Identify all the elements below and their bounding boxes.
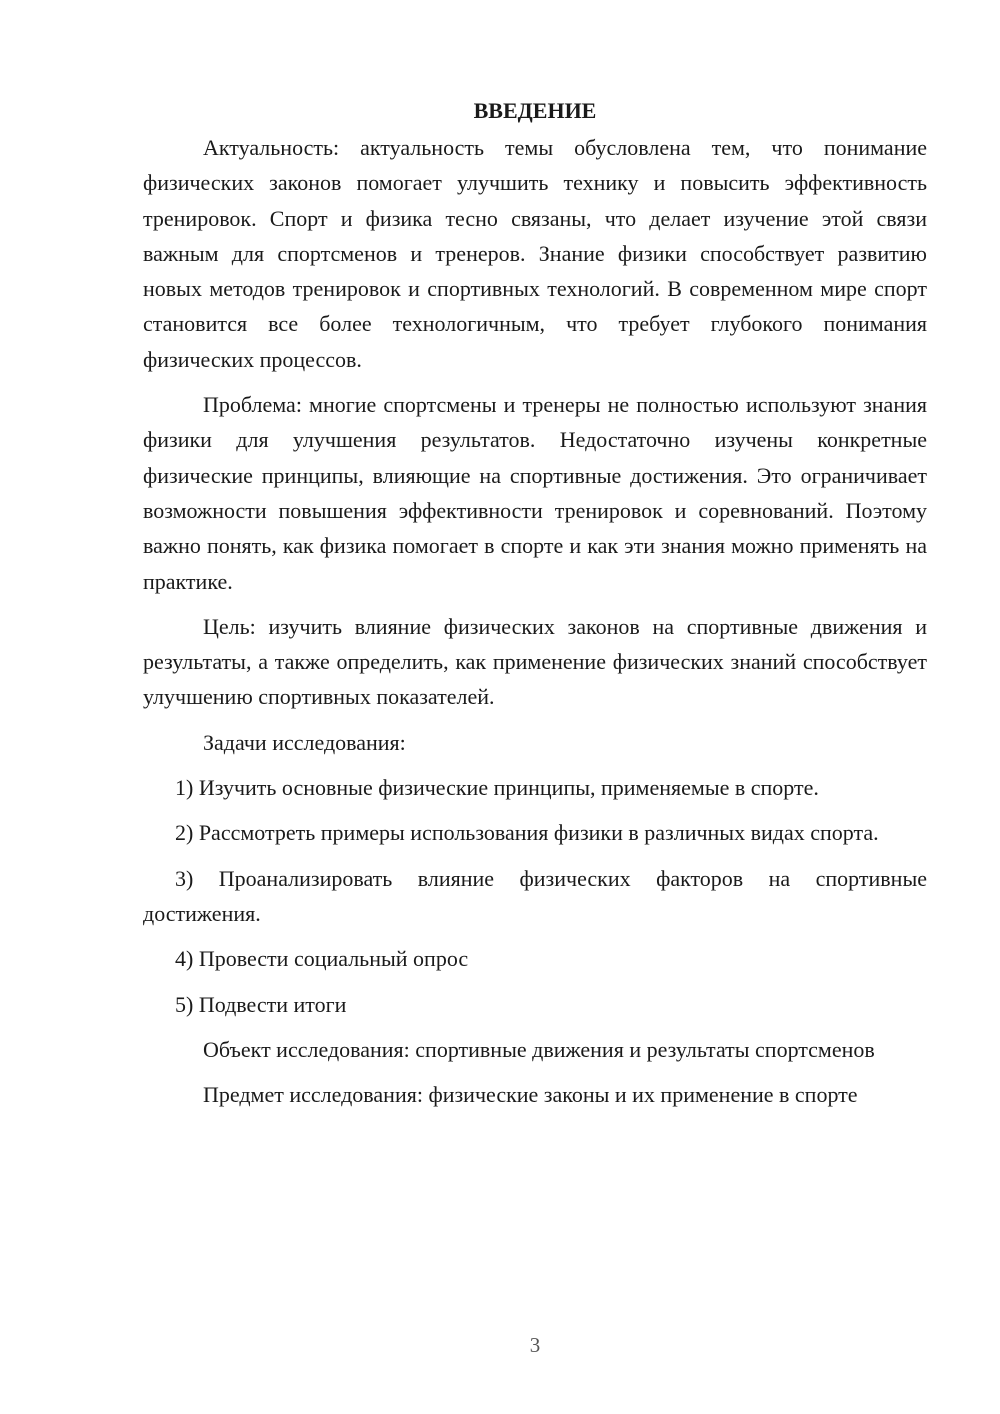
goal-paragraph: Цель: изучить влияние физических законов на спортивные движения и результаты, а также определить, как применение физических знаний способствует улучшению спортивных показателей. — [143, 613, 927, 710]
page-number: 3 — [529, 1333, 541, 1357]
task-item-2: 2) Рассмотреть примеры использования физики в различных видах спорта. — [175, 820, 879, 846]
object-paragraph: Объект исследования: спортивные движения и результаты спортсменов — [203, 1036, 875, 1062]
relevance-paragraph: Актуальность: актуальность темы обусловлена тем, что понимание физических законов помогает улучшить технику и повысить эффективность тренировок. Спорт и физика тесно связаны, что делает изучение этой связи важным для спортсменов и тренеров. Знание физики способствует развитию новых методов тренировок и спортивных технологий. В современном мире спорт становится все более технологичным, что требует глубокого понимания физических процессов. — [143, 135, 927, 372]
page-content — [143, 96, 927, 1122]
section-title: ВВЕДЕНИЕ — [473, 98, 597, 123]
tasks-heading: Задачи исследования: — [203, 729, 406, 755]
task-item-1: 1) Изучить основные физические принципы, применяемые в спорте. — [175, 775, 819, 801]
task-item-5: 5) Подвести итоги — [175, 991, 347, 1017]
task-item-4: 4) Провести социальный опрос — [175, 946, 469, 972]
problem-paragraph: Проблема: многие спортсмены и тренеры не полностью используют знания физики для улучшения результатов. Недостаточно изучены конкретные физические принципы, влияющие на спортивные достижения. Это ограничивает возможности повышения эффективности тренировок и соревнований. Поэтому важно понять, как физика помогает в спорте и как эти знания можно применять на практике. — [143, 392, 927, 594]
task-item-3: 3) Проанализировать влияние физических факторов на спортивные достижения. — [143, 865, 927, 926]
subject-paragraph: Предмет исследования: физические законы и их применение в спорте — [203, 1082, 858, 1108]
